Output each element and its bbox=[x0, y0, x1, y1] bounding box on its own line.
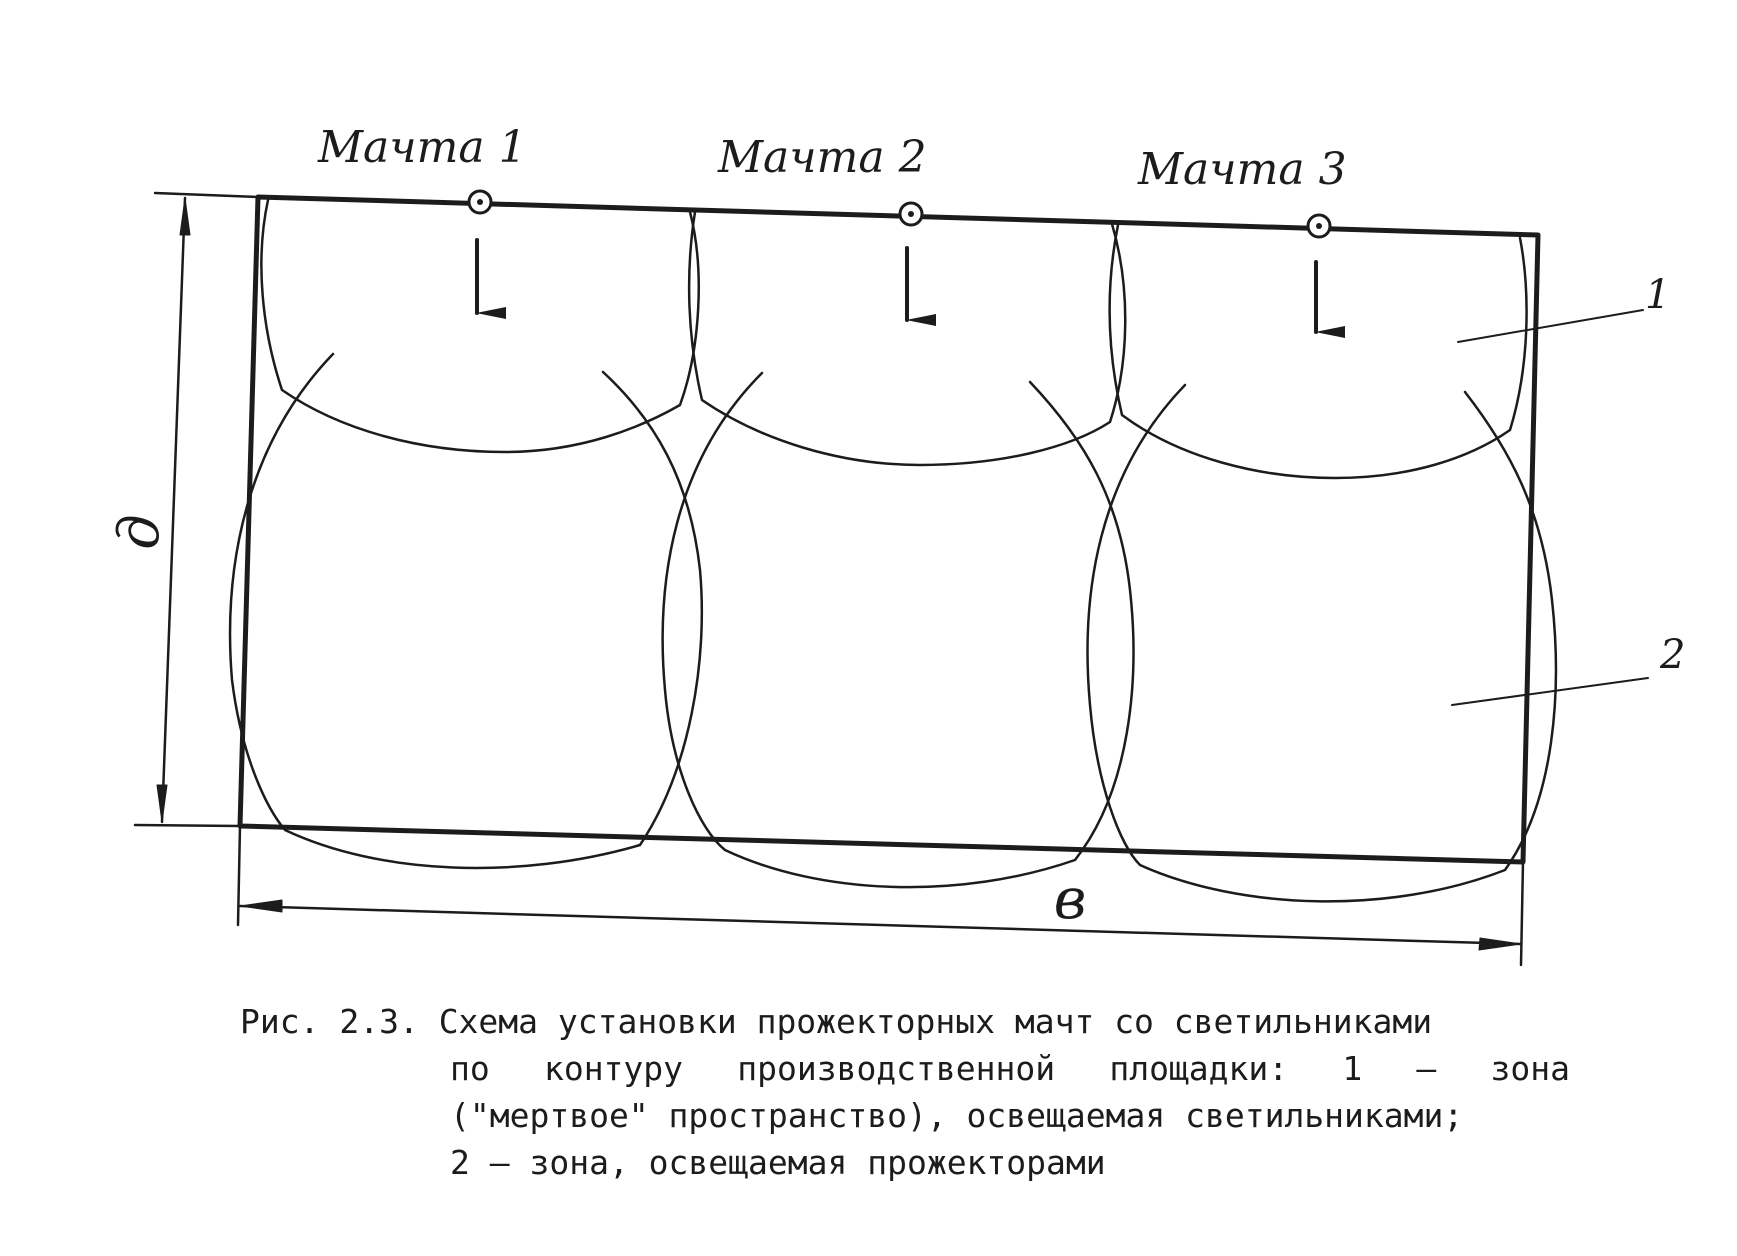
caption-word: площадки: bbox=[1109, 1049, 1289, 1088]
zone2-leader-line bbox=[1452, 678, 1648, 705]
zone2-boundary-mast1 bbox=[230, 354, 702, 868]
caption-line-2-words bbox=[450, 1045, 1570, 1092]
mast-3-symbol bbox=[1308, 215, 1330, 237]
caption-line-3: ("мертвое" пространство), освещаемая светильниками; bbox=[450, 1096, 1464, 1135]
height-extension-top bbox=[155, 193, 258, 197]
height-arrow-bottom bbox=[157, 785, 167, 822]
figure-caption bbox=[240, 998, 1590, 1186]
mast-2-symbol bbox=[900, 203, 922, 225]
site-boundary bbox=[240, 197, 1538, 862]
zone1-boundary-mast1 bbox=[261, 200, 698, 452]
height-dimension-label: д bbox=[107, 514, 172, 550]
mast-1-label: Мачта 1 bbox=[318, 122, 527, 173]
width-dimension-line bbox=[240, 906, 1521, 944]
width-arrow-right bbox=[1479, 938, 1521, 950]
mast-2-label: Мачта 2 bbox=[718, 132, 927, 183]
caption-line-1-text: Схема установки прожекторных мачт со светильниками bbox=[438, 1002, 1433, 1041]
height-arrow-top bbox=[180, 198, 190, 235]
caption-word: 1 bbox=[1342, 1049, 1363, 1088]
zone2-number: 2 bbox=[1660, 632, 1686, 678]
caption-line-1 bbox=[240, 998, 1590, 1045]
caption-line-2 bbox=[240, 1045, 1590, 1092]
caption-line-4: 2 – зона, освещаемая прожекторами bbox=[450, 1143, 1106, 1182]
zone2-boundary-mast3 bbox=[1088, 385, 1556, 901]
width-extension-left bbox=[238, 826, 240, 925]
mast-3-label: Мачта 3 bbox=[1138, 144, 1347, 195]
caption-word: по bbox=[450, 1049, 490, 1088]
width-dimension-label: в bbox=[1053, 867, 1087, 932]
height-dimension-line bbox=[162, 198, 185, 822]
zone1-number: 1 bbox=[1645, 272, 1671, 318]
mast-1-symbol bbox=[469, 191, 491, 213]
zone2-boundary-mast2 bbox=[663, 373, 1134, 887]
caption-prefix: Рис. 2.3. bbox=[240, 1002, 419, 1041]
caption-word: контуру bbox=[543, 1049, 684, 1088]
width-arrow-left bbox=[240, 900, 282, 912]
width-extension-right bbox=[1521, 862, 1523, 965]
height-extension-bottom bbox=[135, 825, 240, 826]
zone1-boundary-mast3 bbox=[1110, 225, 1527, 478]
caption-word: производственной bbox=[737, 1049, 1056, 1088]
caption-word: зона bbox=[1490, 1049, 1570, 1088]
zone1-leader-line bbox=[1458, 310, 1643, 342]
caption-word: – bbox=[1416, 1049, 1437, 1088]
